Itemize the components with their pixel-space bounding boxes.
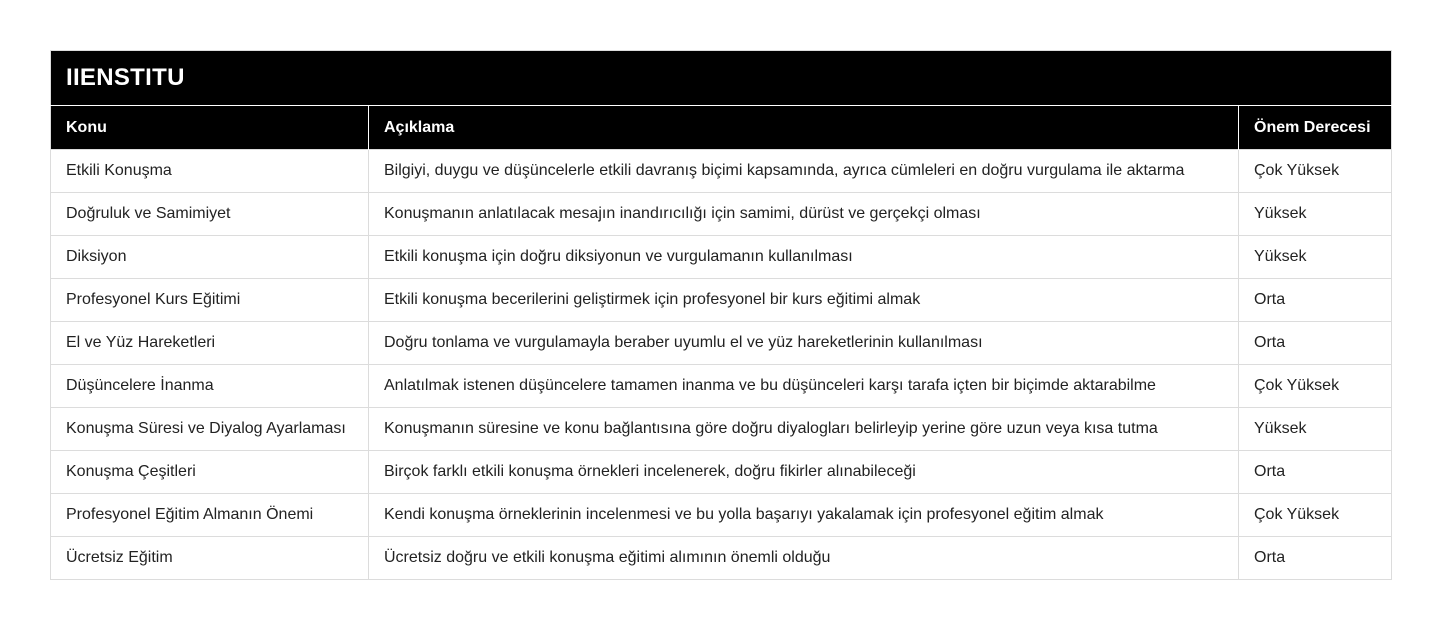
cell-importance: Orta: [1239, 537, 1392, 580]
cell-importance: Çok Yüksek: [1239, 365, 1392, 408]
cell-description: Konuşmanın anlatılacak mesajın inandırıcılığı için samimi, dürüst ve gerçekçi olması: [369, 193, 1239, 236]
cell-importance: Orta: [1239, 322, 1392, 365]
cell-description: Birçok farklı etkili konuşma örnekleri incelenerek, doğru fikirler alınabileceği: [369, 451, 1239, 494]
cell-description: Anlatılmak istenen düşüncelere tamamen inanma ve bu düşünceleri karşı tarafa içten bir biçimde aktarabilme: [369, 365, 1239, 408]
cell-importance: Çok Yüksek: [1239, 494, 1392, 537]
cell-description: Kendi konuşma örneklerinin incelenmesi ve bu yolla başarıyı yakalamak için profesyonel eğitim almak: [369, 494, 1239, 537]
table-container: [50, 50, 1391, 580]
column-header-onem-derecesi: Önem Derecesi: [1239, 106, 1392, 150]
cell-topic: Diksiyon: [51, 236, 369, 279]
cell-topic: Ücretsiz Eğitim: [51, 537, 369, 580]
table-row: [51, 365, 1392, 408]
cell-topic: Konuşma Süresi ve Diyalog Ayarlaması: [51, 408, 369, 451]
cell-importance: Yüksek: [1239, 193, 1392, 236]
data-table: [50, 50, 1392, 580]
cell-description: Etkili konuşma becerilerini geliştirmek için profesyonel bir kurs eğitimi almak: [369, 279, 1239, 322]
table-row: [51, 322, 1392, 365]
cell-importance: Yüksek: [1239, 408, 1392, 451]
cell-importance: Orta: [1239, 279, 1392, 322]
table-row: [51, 537, 1392, 580]
brand-row: [51, 51, 1392, 106]
table-row: [51, 150, 1392, 193]
cell-description: Ücretsiz doğru ve etkili konuşma eğitimi alımının önemli olduğu: [369, 537, 1239, 580]
cell-topic: El ve Yüz Hareketleri: [51, 322, 369, 365]
cell-topic: Profesyonel Kurs Eğitimi: [51, 279, 369, 322]
cell-description: Etkili konuşma için doğru diksiyonun ve vurgulamanın kullanılması: [369, 236, 1239, 279]
cell-description: Konuşmanın süresine ve konu bağlantısına göre doğru diyalogları belirleyip yerine göre uzun veya kısa tutma: [369, 408, 1239, 451]
cell-importance: Orta: [1239, 451, 1392, 494]
cell-topic: Profesyonel Eğitim Almanın Önemi: [51, 494, 369, 537]
cell-description: Doğru tonlama ve vurgulamayla beraber uyumlu el ve yüz hareketlerinin kullanılması: [369, 322, 1239, 365]
table-row: [51, 279, 1392, 322]
column-header-konu: Konu: [51, 106, 369, 150]
table-row: [51, 494, 1392, 537]
table-row: [51, 193, 1392, 236]
cell-topic: Konuşma Çeşitleri: [51, 451, 369, 494]
table-row: [51, 236, 1392, 279]
table-row: [51, 408, 1392, 451]
column-header-aciklama: Açıklama: [369, 106, 1239, 150]
cell-description: Bilgiyi, duygu ve düşüncelerle etkili davranış biçimi kapsamında, ayrıca cümleleri en doğru vurgulama ile aktarma: [369, 150, 1239, 193]
header-row: [51, 106, 1392, 150]
brand-title: IIENSTITU: [51, 51, 1392, 106]
cell-topic: Etkili Konuşma: [51, 150, 369, 193]
cell-topic: Doğruluk ve Samimiyet: [51, 193, 369, 236]
cell-importance: Yüksek: [1239, 236, 1392, 279]
cell-topic: Düşüncelere İnanma: [51, 365, 369, 408]
cell-importance: Çok Yüksek: [1239, 150, 1392, 193]
table-row: [51, 451, 1392, 494]
